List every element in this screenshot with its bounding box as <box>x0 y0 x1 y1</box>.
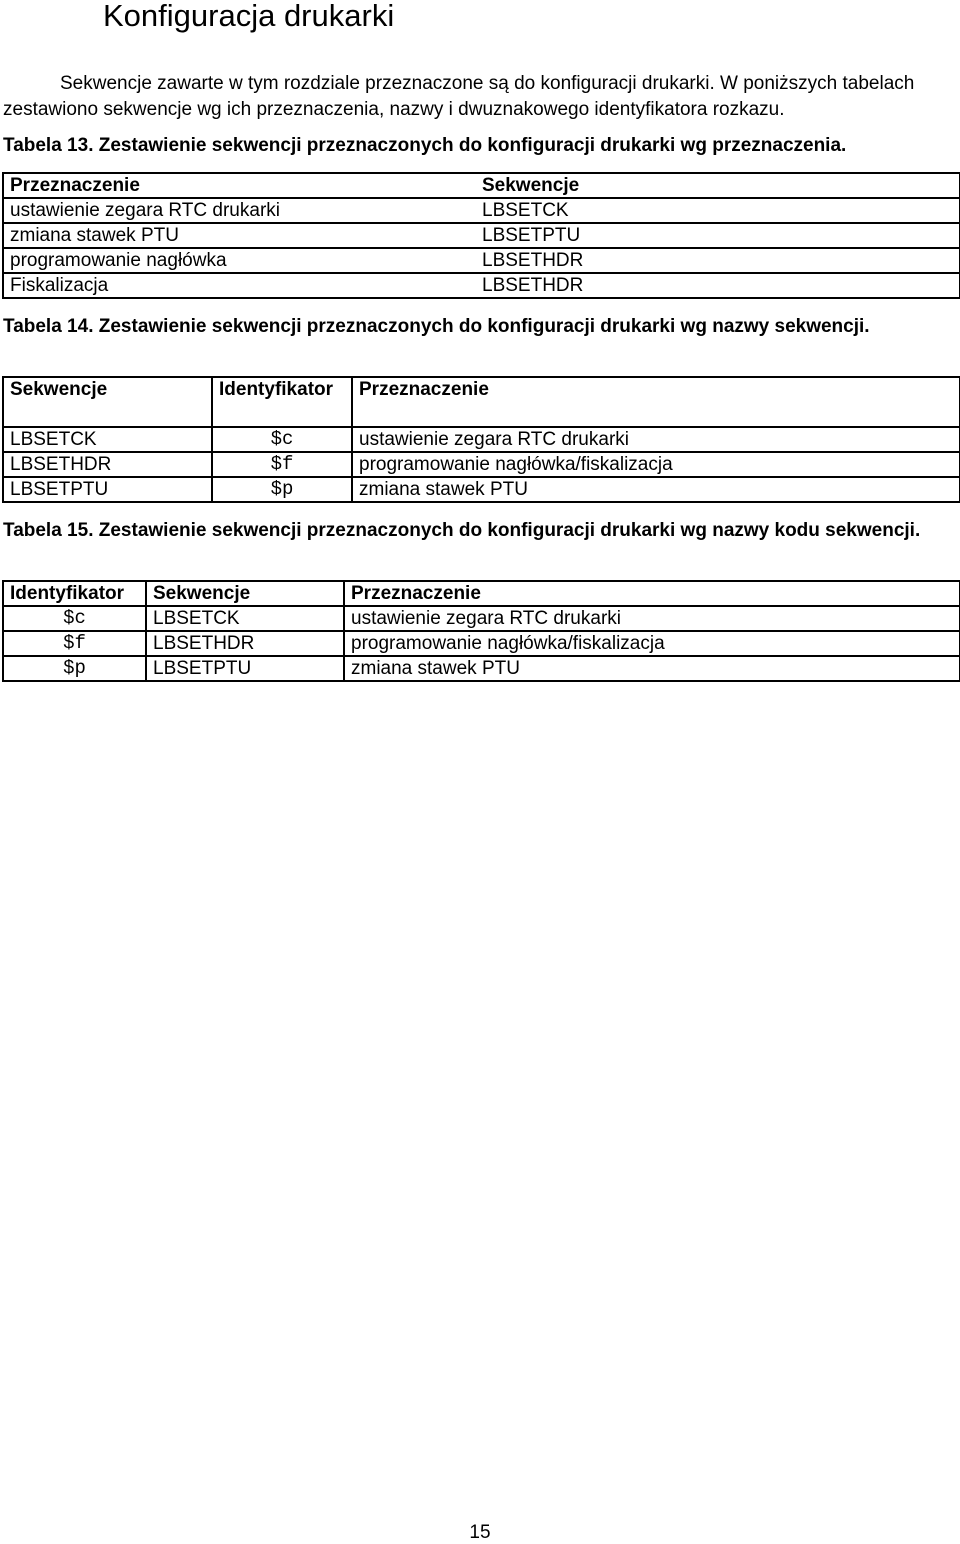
table-cell: LBSETCK <box>476 198 960 223</box>
table-row <box>3 198 960 223</box>
table-cell: LBSETPTU <box>3 477 212 502</box>
table1-caption: Tabela 13. Zestawienie sekwencji przeznaczonych do konfiguracji drukarki wg przeznaczenia. <box>3 135 847 156</box>
table-cell: $p <box>212 477 352 502</box>
table-cell: $p <box>3 656 146 681</box>
table-by-sequence-name <box>2 376 960 503</box>
table3-caption: Tabela 15. Zestawienie sekwencji przeznaczonych do konfiguracji drukarki wg nazwy kodu sekwencji. <box>3 520 921 541</box>
table-row <box>3 477 960 502</box>
table-header-row <box>3 173 960 198</box>
table-row <box>3 631 960 656</box>
header-cell: Przeznaczenie <box>344 581 960 606</box>
table-cell: zmiana stawek PTU <box>344 656 960 681</box>
table-row <box>3 452 960 477</box>
table-cell: LBSETCK <box>3 427 212 452</box>
table-row <box>3 656 960 681</box>
table-cell: $f <box>212 452 352 477</box>
table-cell: zmiana stawek PTU <box>3 223 476 248</box>
table-cell: zmiana stawek PTU <box>352 477 960 502</box>
table-row <box>3 606 960 631</box>
table-cell: Fiskalizacja <box>3 273 476 298</box>
header-cell: Przeznaczenie <box>352 377 960 427</box>
table-cell: $f <box>3 631 146 656</box>
table-cell: LBSETHDR <box>476 248 960 273</box>
table-row <box>3 273 960 298</box>
table-cell: LBSETHDR <box>146 631 344 656</box>
table-cell: programowanie nagłówka/fiskalizacja <box>344 631 960 656</box>
table2-caption: Tabela 14. Zestawienie sekwencji przeznaczonych do konfiguracji drukarki wg nazwy sekwencji. <box>3 316 870 337</box>
header-cell: Sekwencje <box>146 581 344 606</box>
table-row <box>3 427 960 452</box>
header-cell: Przeznaczenie <box>3 173 476 198</box>
table-cell: LBSETHDR <box>3 452 212 477</box>
table-cell: ustawienie zegara RTC drukarki <box>3 198 476 223</box>
table-cell: programowanie nagłówka/fiskalizacja <box>352 452 960 477</box>
table-header-row <box>3 377 960 427</box>
table-cell: ustawienie zegara RTC drukarki <box>352 427 960 452</box>
table-cell: $c <box>3 606 146 631</box>
table-header-row <box>3 581 960 606</box>
table-cell: $c <box>212 427 352 452</box>
table-row <box>3 248 960 273</box>
table-cell: ustawienie zegara RTC drukarki <box>344 606 960 631</box>
header-cell: Identyfikator <box>3 581 146 606</box>
intro-paragraph: Sekwencje zawarte w tym rozdziale przeznaczone są do konfiguracji drukarki. W poniższych tabelach zestawiono sekwencje wg ich przeznaczenia, nazwy i dwuznakowego identyfikatora rozkazu. <box>3 73 915 120</box>
table-cell: LBSETPTU <box>476 223 960 248</box>
table-cell: LBSETPTU <box>146 656 344 681</box>
header-cell: Sekwencje <box>3 377 212 427</box>
table-by-purpose <box>2 172 960 299</box>
header-cell: Identyfikator <box>212 377 352 427</box>
table-by-identifier <box>2 580 960 682</box>
table-cell: LBSETHDR <box>476 273 960 298</box>
table-cell: LBSETCK <box>146 606 344 631</box>
page-title: Konfiguracja drukarki <box>103 0 395 33</box>
table-row <box>3 223 960 248</box>
table-cell: programowanie nagłówka <box>3 248 476 273</box>
page-number: 15 <box>469 1522 491 1543</box>
header-cell: Sekwencje <box>476 173 960 198</box>
